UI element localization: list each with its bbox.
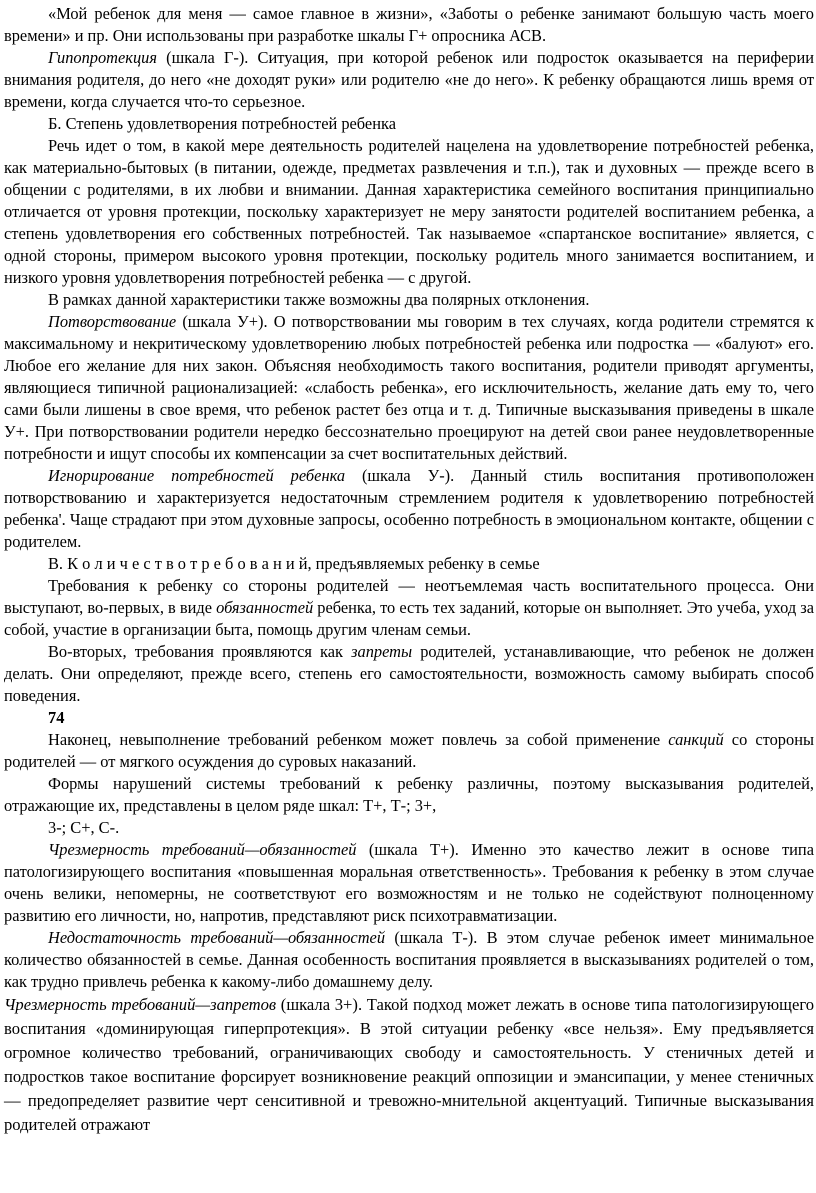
section-heading-b-text: Б. Степень удовлетворения потребностей ребенка — [48, 114, 396, 133]
paragraph-ignoring — [4, 465, 814, 553]
section-heading-v-spaced: К о л и ч е с т в о т р е б о в а н и й — [67, 554, 308, 573]
paragraph-excess-prohibitions — [4, 993, 814, 1137]
term-hypoprotection: Гипопротекция — [48, 48, 157, 67]
paragraph-needs-text: Речь идет о том, в какой мере деятельность родителей нацелена на удовлетворение потребностей ребенка, как материально-бытовых (в питании, одежде, предметах развлечения и т.п.), так и духовных — прежде всего в общении с родителями, в их любви и внимании. Данная характеристика семейного воспитания принципиально отличается от уровня протекции, поскольку характеризует не меру занятости родителей воспитанием ребенка, а степень удовлетворения его собственных потребностей. Так называемое «спартанское воспитание» является, с одной стороны, примером высокого уровня протекции, поскольку родитель много занимается воспитанием, и низкого уровня удовлетворения потребностей ребенка — с другой. — [4, 136, 814, 287]
paragraph-polar-text: В рамках данной характеристики также возможны два полярных отклонения. — [48, 290, 590, 309]
paragraph-indulgence-text: (шкала У+). О потворствовании мы говорим в тех случаях, когда родители стремятся к максимальному и некритическому удовлетворению любых потребностей ребенка или подростка — «балуют» его. Любое его желание для них закон. Объясняя необходимость такого воспитания, родители приводят аргументы, являющиеся типичной рационализацией: «слабость ребенка», его исключительность, желание дать ему то, чего сами были лишены в свое время, что ребенок растет без отца и т. д. Типичные высказывания приведены в шкале У+. При потворствовании родители нередко бессознательно проецируют на детей свои ранее неудовлетворенные потребности и ищут способы их компенсации за счет воспитательных действий. — [4, 312, 814, 463]
paragraph-duties — [4, 575, 814, 641]
paragraph-hypoprotection-text: (шкала Г-). Ситуация, при которой ребенок или подросток оказывается на периферии внимания родителя, до него «не доходят руки» или родителю «не до него». К ребенку обращаются лишь время от времени, когда случается что-то серьезное. — [4, 48, 814, 111]
paragraph-1 — [4, 3, 814, 47]
section-heading-v — [4, 553, 814, 575]
paragraph-excess-prohibitions-text: (шкала 3+). Такой подход может лежать в основе типа патологизирующего воспитания «доминирующая гиперпротекция». В этой ситуации ребенку «все нельзя». Ему предъявляется огромное количество требований, ограничивающих свободу и самостоятельность. У стеничных детей и подростков такое воспитание форсирует возникновение реакций оппозиции и эмансипации, у менее стеничных — предопределяет развитие черт сенситивной и тревожно-мнительной акцентуаций. Типичные высказывания родителей отражают — [4, 995, 815, 1134]
paragraph-1-text: «Мой ребенок для меня — самое главное в жизни», «Заботы о ребенке занимают большую часть моего времени» и пр. Они использованы при разработке шкалы Г+ опросника АСВ. — [4, 4, 814, 45]
paragraph-lack-duties-text: (шкала Т-). В этом случае ребенок имеет минимальное количество обязанностей в семье. Данная особенность воспитания проявляется в высказываниях родителей о том, как трудно привлечь ребенка к какому-либо домашнему делу. — [4, 928, 814, 991]
section-heading-v-rest: , предъявляемых ребенку в семье — [307, 554, 540, 573]
paragraph-scales — [4, 817, 814, 839]
term-ignoring: Игнорирование потребностей ребенка — [48, 466, 346, 485]
section-heading-v-prefix: В. — [48, 554, 68, 573]
term-duties: обязанностей — [216, 598, 314, 617]
paragraph-ignoring-text: (шкала У-). Данный стиль воспитания противоположен потворствованию и характеризуется недостаточным стремлением родителя к удовлетворению потребностей ребенка'. Чаще страдают при этом духовные запросы, особенно потребность в эмоциональном контакте, общении с родителем. — [4, 466, 814, 551]
paragraph-polar — [4, 289, 814, 311]
term-excess-duties: Чрезмерность требований—обязанностей — [48, 840, 357, 859]
paragraph-scales-text: 3-; С+, С-. — [48, 818, 120, 837]
paragraph-prohibitions-text-a: Во-вторых, требования проявляются как — [48, 642, 352, 661]
paragraph-sanctions-text-b: со стороны родителей — от мягкого осуждения до суровых наказаний. — [4, 730, 814, 771]
page-number: 74 — [48, 708, 65, 727]
term-indulgence: Потворствование — [48, 312, 177, 331]
term-excess-prohibitions: Чрезмерность требований—запретов — [4, 995, 277, 1014]
tail-block — [4, 993, 814, 1137]
paragraph-indulgence — [4, 311, 814, 465]
paragraph-duties-text-b: ребенка, то есть тех заданий, которые он выполняет. Это учеба, уход за собой, участие в организации быта, помощь другим членам семьи. — [4, 598, 815, 639]
paragraph-forms — [4, 773, 814, 817]
paragraph-hypoprotection — [4, 47, 814, 113]
paragraph-prohibitions-text-b: родителей, устанавливающие, что ребенок не должен делать. Они определяют, прежде всего, степень его самостоятельности, возможность самому выбирать способ поведения. — [4, 642, 814, 705]
section-heading-b — [4, 113, 814, 135]
term-sanctions: санкций — [668, 730, 724, 749]
paragraph-sanctions-text-a: Наконец, невыполнение требований ребенком может повлечь за собой применение — [48, 730, 669, 749]
paragraph-excess-duties — [4, 839, 814, 927]
paragraph-duties-text-a: Требования к ребенку со стороны родителей — неотъемлемая часть воспитательного процесса. Они выступают, во-первых, в виде — [4, 576, 814, 617]
paragraph-needs — [4, 135, 814, 289]
paragraph-excess-duties-text: (шкала Т+). Именно это качество лежит в основе типа патологизирующего воспитания «повышенная моральная ответственность». Требования к ребенку в этом случае очень велики, непомерны, не соответствуют его возможностям и не только не содействуют полноценному развитию его личности, но, напротив, представляют риск психотравматизации. — [4, 840, 814, 925]
paragraph-lack-duties — [4, 927, 814, 993]
paragraph-sanctions — [4, 729, 814, 773]
term-lack-duties: Недостаточность требований—обязанностей — [48, 928, 386, 947]
paragraph-forms-text: Формы нарушений системы требований к ребенку различны, поэтому высказывания родителей, отражающие их, представлены в целом ряде шкал: Т+, Т-; 3+, — [4, 774, 814, 815]
paragraph-prohibitions — [4, 641, 814, 707]
term-prohibitions: запреты — [351, 642, 413, 661]
